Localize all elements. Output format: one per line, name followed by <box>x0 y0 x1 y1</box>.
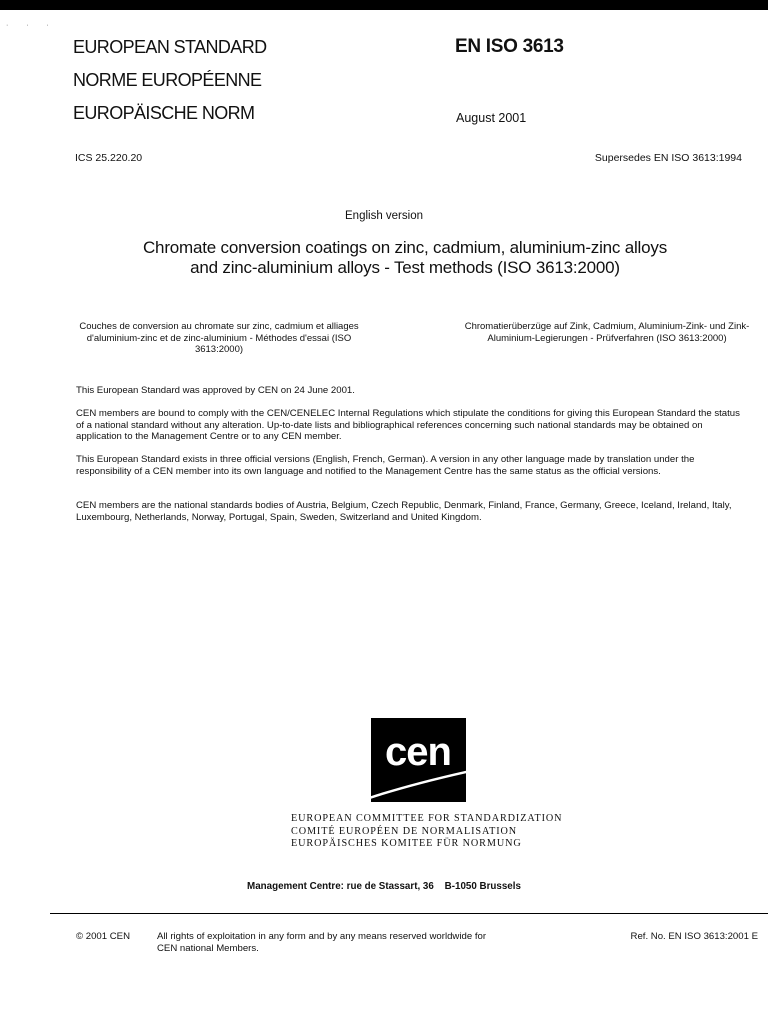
french-title: Couches de conversion au chromate sur zinc, cadmium et alliages d'aluminium-zinc et de zinc-aluminium - Méthodes d'essai (ISO 3613:2000) <box>79 321 359 355</box>
members-paragraph: CEN members are the national standards bodies of Austria, Belgium, Czech Republic, Denmark, Finland, France, Germany, Greece, Iceland, Ireland, Italy, Luxembourg, Netherlands, Norway, Portugal, Spain, Sweden, Switzerland and United Kingdom. <box>76 500 732 523</box>
rights-statement: All rights of exploitation in any form and by any means reserved worldwide for CEN national Members. <box>157 931 487 954</box>
version-label: English version <box>345 210 423 222</box>
main-title: Chromate conversion coatings on zinc, cadmium, aluminium-zinc alloys and zinc-aluminium alloys - Test methods (ISO 3613:2000) <box>142 238 667 277</box>
standard-title-french: NORME EUROPÉENNE <box>73 70 262 90</box>
versions-paragraph: This European Standard exists in three official versions (English, French, German). A version in any other language made by translation under the responsibility of a CEN member into its own language and notified to the Management Centre has the same status as the official versions. <box>76 454 695 477</box>
management-centre-address: Management Centre: rue de Stassart, 36 B-1050 Brussels <box>247 881 521 892</box>
standard-title-german: EUROPÄISCHE NORM <box>73 103 255 123</box>
committee-name-german: EUROPÄISCHES KOMITEE FÜR NORMUNG <box>291 838 522 849</box>
cen-logo-graphic <box>371 718 466 802</box>
standard-title-english: EUROPEAN STANDARD <box>73 37 267 57</box>
cen-logo <box>371 718 466 802</box>
committee-name-english: EUROPEAN COMMITTEE FOR STANDARDIZATION <box>291 813 563 824</box>
german-title: Chromatierüberzüge auf Zink, Cadmium, Aluminium-Zink- und Zink-Aluminium-Legierungen - Prüfverfahren (ISO 3613:2000) <box>464 321 750 344</box>
document-number: EN ISO 3613 <box>455 36 564 57</box>
scan-specks: · · · <box>6 22 57 29</box>
cen-logo-text: cen <box>385 730 451 774</box>
approval-paragraph: This European Standard was approved by CEN on 24 June 2001. <box>76 385 355 396</box>
reference-number: Ref. No. EN ISO 3613:2001 E <box>630 931 758 942</box>
committee-name-french: COMITÉ EUROPÉEN DE NORMALISATION <box>291 825 518 837</box>
regulations-paragraph: CEN members are bound to comply with the CEN/CENELEC Internal Regulations which stipulate the conditions for giving this European Standard the status of a national standard without any alteration. Up-to-date lists and bibliographical references concerning such national standards may be obtained on application to the Management Centre or to any CEN member. <box>76 408 740 442</box>
copyright-notice: © 2001 CEN <box>76 931 130 942</box>
publication-date: August 2001 <box>456 111 527 125</box>
ics-code: ICS 25.220.20 <box>75 152 143 164</box>
supersedes-note: Supersedes EN ISO 3613:1994 <box>594 152 742 164</box>
committee-names <box>291 813 562 851</box>
scan-top-border <box>0 0 768 10</box>
footer-divider <box>50 913 768 914</box>
